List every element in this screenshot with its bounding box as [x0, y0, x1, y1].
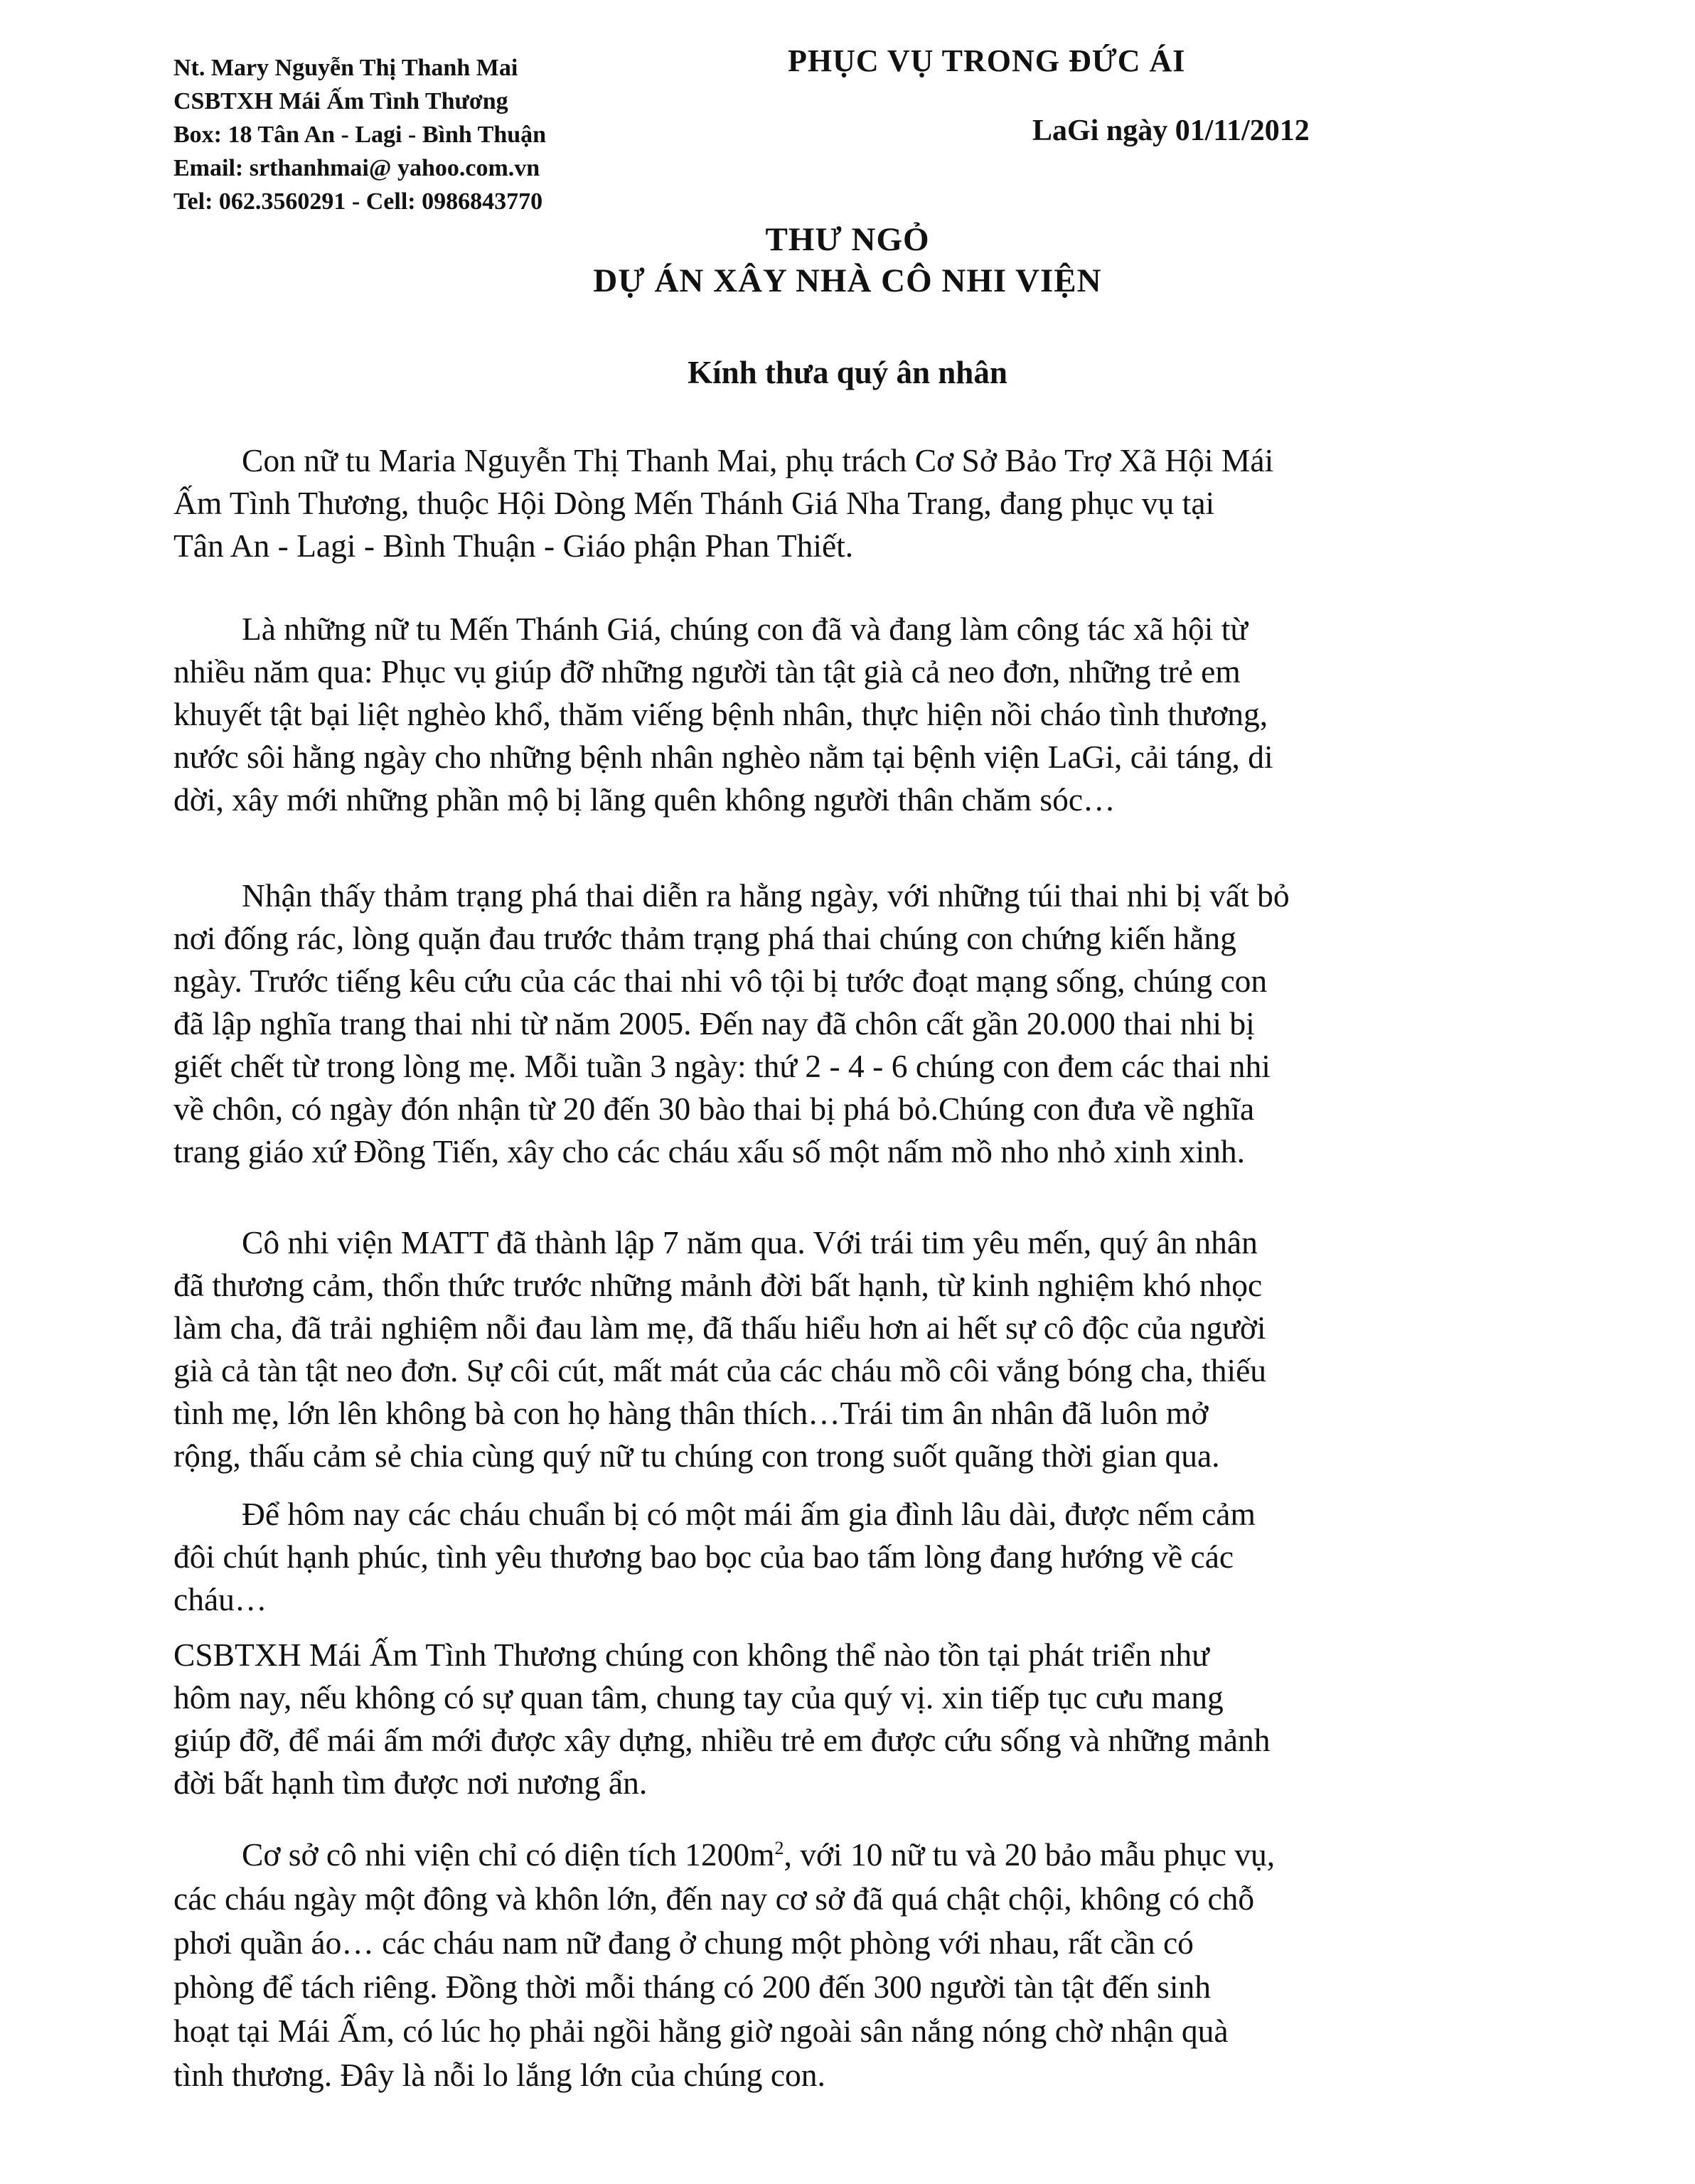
paragraph-line: tình mẹ, lớn lên không bà con họ hàng thân thích…Trái tim ân nhân đã luôn mở — [173, 1395, 1209, 1431]
paragraph-line: dời, xây mới những phần mộ bị lãng quên không người thân chăm sóc… — [173, 781, 1116, 818]
paragraph-line: Cô nhi viện MATT đã thành lập 7 năm qua. Với trái tim yêu mến, quý ân nhân — [242, 1224, 1258, 1260]
paragraph-line: Tân An - Lagi - Bình Thuận - Giáo phận Phan Thiết. — [173, 528, 854, 564]
paragraph-line: rộng, thấu cảm sẻ chia cùng quý nữ tu chúng con trong suốt quãng thời gian qua. — [173, 1438, 1220, 1474]
paragraph-line: CSBTXH Mái Ấm Tình Thương chúng con không thể nào tồn tại phát triển như — [173, 1637, 1209, 1673]
paragraph-line: phòng để tách riêng. Đồng thời mỗi tháng có 200 đến 300 người tàn tật đến sinh — [173, 1969, 1212, 2005]
sender-address: Box: 18 Tân An - Lagi - Bình Thuận — [173, 122, 547, 148]
letter-date: LaGi ngày 01/11/2012 — [1032, 114, 1310, 147]
sender-phone: Tel: 062.3560291 - Cell: 0986843770 — [173, 188, 543, 215]
sender-block — [173, 51, 714, 218]
paragraph-line: nơi đống rác, lòng quặn đau trước thảm trạng phá thai chúng con chứng kiến hằng — [173, 920, 1236, 956]
salutation: Kính thưa quý ân nhân — [688, 355, 1007, 390]
paragraph-line: phơi quần áo… các cháu nam nữ đang ở chung một phòng với nhau, rất cần có — [173, 1925, 1194, 1961]
paragraph-home — [173, 1493, 1510, 1621]
paragraph-line: về chôn, có ngày đón nhận từ 20 đến 30 bào thai bị phá bỏ.Chúng con đưa về nghĩa — [173, 1091, 1255, 1127]
paragraph-appeal — [173, 1634, 1510, 1804]
paragraph-line: Để hôm nay các cháu chuẩn bị có một mái ấm gia đình lâu dài, được nếm cảm — [242, 1496, 1256, 1532]
paragraph-mission — [173, 608, 1510, 821]
paragraph-line: Là những nữ tu Mến Thánh Giá, chúng con đã và đang làm công tác xã hội từ — [242, 611, 1248, 647]
paragraph-line: nước sôi hằng ngày cho những bệnh nhân nghèo nằm tại bệnh viện LaGi, cải táng, di — [173, 739, 1273, 775]
paragraph-line — [173, 1833, 1510, 1877]
sender-organization: CSBTXH Mái Ấm Tình Thương — [173, 88, 508, 114]
paragraph-line: khuyết tật bại liệt nghèo khổ, thăm viếng bệnh nhân, thực hiện nồi cháo tình thương, — [173, 696, 1268, 732]
paragraph-cemetery — [173, 874, 1510, 1173]
paragraph-line: già cả tàn tật neo đơn. Sự côi cút, mất mát của các cháu mồ côi vắng bóng cha, thiếu — [173, 1352, 1267, 1388]
paragraph-line: hôm nay, nếu không có sự quan tâm, chung tay của quý vị. xin tiếp tục cưu mang — [173, 1679, 1224, 1715]
paragraph-line: Nhận thấy thảm trạng phá thai diễn ra hằng ngày, với những túi thai nhi bị vất bỏ — [242, 877, 1290, 914]
paragraph-line: giết chết từ trong lòng mẹ. Mỗi tuần 3 ngày: thứ 2 - 4 - 6 chúng con đem các thai nhi — [173, 1048, 1271, 1084]
paragraph-line: giúp đỡ, để mái ấm mới được xây dựng, nhiều trẻ em được cứu sống và những mảnh — [173, 1722, 1271, 1758]
paragraph-facility — [173, 1833, 1510, 2097]
letter-title: THƯ NGỎ — [765, 221, 930, 258]
paragraph-line: ngày. Trước tiếng kêu cứu của các thai nhi vô tội bị tước đoạt mạng sống, chúng con — [173, 963, 1268, 999]
letter-subtitle: DỰ ÁN XÂY NHÀ CÔ NHI VIỆN — [593, 262, 1102, 299]
paragraph-line: đôi chút hạnh phúc, tình yêu thương bao bọc của bao tấm lòng đang hướng về các — [173, 1538, 1234, 1575]
paragraph-introduction — [173, 439, 1510, 567]
paragraph-line: đã thương cảm, thổn thức trước những mảnh đời bất hạnh, từ kinh nghiệm khó nhọc — [173, 1267, 1263, 1303]
paragraph-line: hoạt tại Mái Ấm, có lúc họ phải ngồi hằng giờ ngoài sân nắng nóng chờ nhận quà — [173, 2013, 1229, 2049]
area-text: Cơ sở cô nhi viện chỉ có diện tích 1200m — [242, 1836, 775, 1873]
paragraph-line: làm cha, đã trải nghiệm nỗi đau làm mẹ, đã thấu hiểu hơn ai hết sự cô độc của người — [173, 1310, 1266, 1346]
paragraph-line: trang giáo xứ Đồng Tiến, xây cho các cháu xấu số một nấm mồ nho nhỏ xinh xinh. — [173, 1133, 1245, 1169]
paragraph-line: Ấm Tình Thương, thuộc Hội Dòng Mến Thánh Giá Nha Trang, đang phục vụ tại — [173, 485, 1215, 521]
paragraph-line: nhiều năm qua: Phục vụ giúp đỡ những người tàn tật già cả neo đơn, những trẻ em — [173, 653, 1241, 690]
sender-email: Email: srthanhmai@ yahoo.com.vn — [173, 155, 540, 181]
paragraph-line: tình thương. Đây là nỗi lo lắng lớn của chúng con. — [173, 2057, 825, 2093]
paragraph-line: cháu… — [173, 1581, 267, 1617]
paragraph-orphanage — [173, 1221, 1510, 1477]
paragraph-line: các cháu ngày một đông và khôn lớn, đến nay cơ sở đã quá chật chội, không có chỗ — [173, 1880, 1255, 1917]
motto: PHỤC VỤ TRONG ĐỨC ÁI — [788, 43, 1186, 78]
paragraph-line: Con nữ tu Maria Nguyễn Thị Thanh Mai, phụ trách Cơ Sở Bảo Trợ Xã Hội Mái — [242, 442, 1274, 478]
paragraph-line: đời bất hạnh tìm được nơi nương ẩn. — [173, 1765, 648, 1801]
sender-name: Nt. Mary Nguyễn Thị Thanh Mai — [173, 55, 518, 81]
paragraph-line: đã lập nghĩa trang thai nhi từ năm 2005. Đến nay đã chôn cất gần 20.000 thai nhi bị — [173, 1005, 1255, 1042]
area-text-tail: , với 10 nữ tu và 20 bảo mẫu phục vụ, — [784, 1836, 1276, 1873]
area-superscript: 2 — [774, 1837, 784, 1858]
